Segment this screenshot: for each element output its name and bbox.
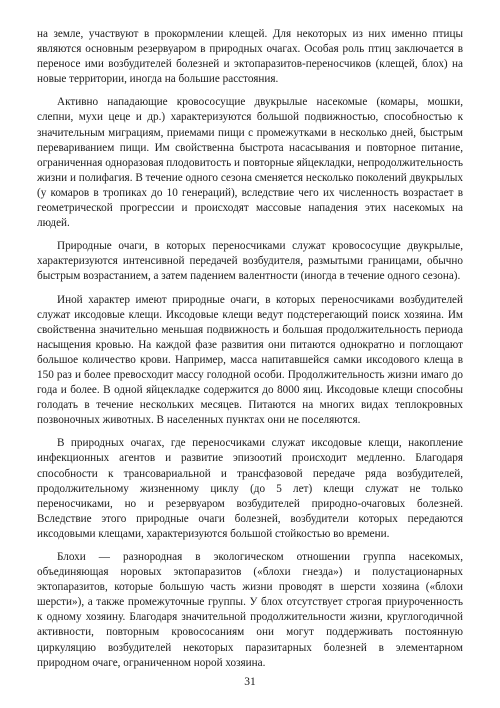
paragraph-diptera: Активно нападающие кровососущие двукрылые насекомые (комары, мошки, слепни, мухи цеце и др.) характеризуются большой подвижностью, способностью к значительным миграциям, приемами пищи с промежутками в несколько дней, быстрым перевариванием пищи. Им свойственна быстрота насасывания и повторное питание, ограниченная одноразовая плодовитость и повторные яйцекладки, непродолжительность жизни и полифагия. В течение одного сезона сменяется несколько поколений двукрылых (у комаров в тропиках до 10 генераций), вследствие чего их численность возрастает в геометрической прогрессии и происходят массовые нападения этих насекомых на людей. [37, 96, 463, 230]
page-number: 31 [244, 676, 256, 688]
page-body [37, 27, 463, 679]
paragraph-ixodid-ticks: Иной характер имеют природные очаги, в которых переносчиками возбудителей служат иксодовые клещи. Иксодовые клещи ведут подстерегающий поиск хозяина. Им свойственна значительно меньшая подвижность и большая продолжительность периода насыщения кровью. На каждой фазе развития они питаются однократно и поглощают большое количество крови. Например, масса напитавшейся самки иксодового клеща в 150 раз и более превосходит массу голодной особи. Продолжительность жизни имаго до года и более. В одной яйцекладке содержится до 8000 яиц. Иксодовые клещи способны голодать в течение нескольких месяцев. Питаются на многих видах теплокровных позвоночных животных. В населенных пунктах они не поселяются. [37, 293, 463, 427]
paragraph-ixodid-foci: В природных очагах, где переносчиками служат иксодовые клещи, накопление инфекционных агентов и развитие эпизоотий происходит медленно. Благодаря способности к трансовариальной и трансфазовой передаче ряда возбудителей, продолжительному жизненному циклу (до 5 лет) клещи служат не только переносчиками, но и резервуаром возбудителей природно-очаговых болезней. Вследствие этого природные очаги болезней, возбудители которых передаются иксодовыми клещами, характеризуются большой стойкостью во времени. [37, 437, 463, 540]
paragraph-birds-continuation: на земле, участвуют в прокормлении клещей. Для некоторых из них именно птицы являются основным резервуаром в природных очагах. Особая роль птиц заключается в переносе ими возбудителей болезней и эктопаразитов-переносчиков (клещей, блох) на новые территории, иногда на большие расстояния. [37, 28, 463, 86]
paragraph-fleas: Блохи — разнородная в экологическом отношении группа насекомых, объединяющая норовых эктопаразитов («блохи гнезда») и полустационарных эктопаразитов, которые большую часть жизни проводят в шерсти хозяина («блохи шерсти»), а также промежуточные группы. У блох отсутствует строгая приуроченность к одному хозяину. Благодаря значительной продолжительности жизни, круглогодичной активности, повторным кровососаниям они могут поддерживать постоянную циркуляцию возбудителей некоторых паразитарных болезней в элементарном природном очаге, ограниченном норой хозяина. [37, 551, 463, 669]
paragraph-diptera-foci: Природные очаги, в которых переносчиками служат кровососущие двукрылые, характеризуются интенсивной передачей возбудителя, размытыми границами, обычно быстрым возрастанием, а затем падением валентности (иногда в течение одного сезона). [37, 240, 463, 283]
